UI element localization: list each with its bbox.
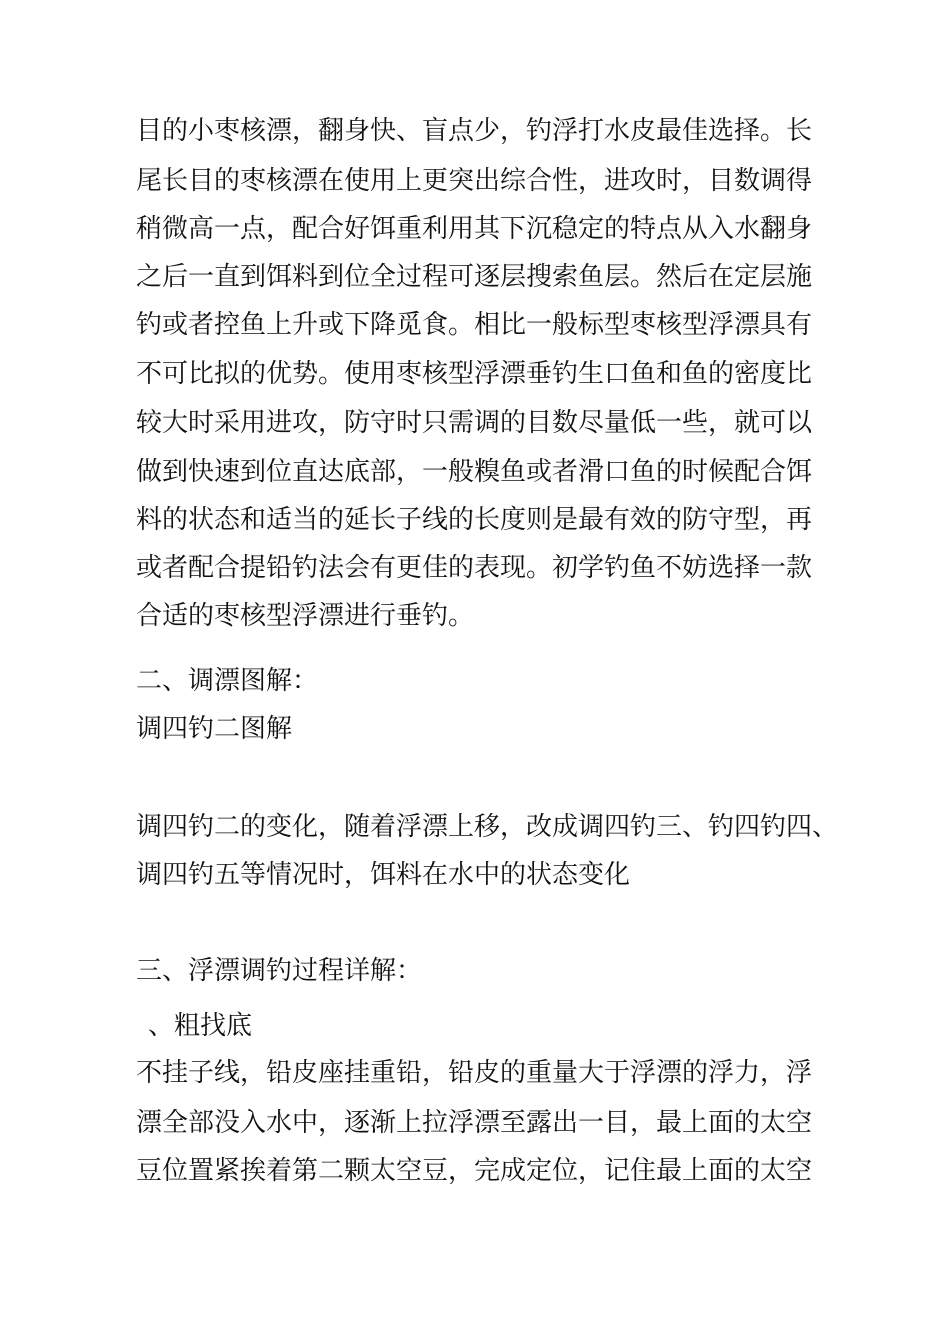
paragraph-line: 或者配合提铅钓法会有更佳的表现。初学钓鱼不妨选择一款 — [136, 553, 813, 583]
section-subheading: 调四钓二图解 — [136, 714, 293, 744]
paragraph-line: 较大时采用进攻，防守时只需调的目数尽量低一些，就可以 — [136, 408, 813, 438]
paragraph-line: 之后一直到饵料到位全过程可逐层搜索鱼层。然后在定层施 — [136, 262, 813, 292]
paragraph-line: 不挂子线，铅皮座挂重铅，铅皮的重量大于浮漂的浮力，浮 — [136, 1058, 813, 1088]
paragraph-line: 目的小枣核漂，翻身快、盲点少，钓浮打水皮最佳选择。长 — [136, 116, 813, 146]
paragraph-line: 钓或者控鱼上升或下降觅食。相比一般标型枣核型浮漂具有 — [136, 310, 813, 340]
paragraph-line: 做到快速到位直达底部，一般糗鱼或者滑口鱼的时候配合饵 — [136, 457, 813, 487]
paragraph-line: 不可比拟的优势。使用枣核型浮漂垂钓生口鱼和鱼的密度比 — [136, 359, 813, 389]
paragraph-line: 尾长目的枣核漂在使用上更突出综合性，进攻时，目数调得 — [136, 166, 813, 196]
section-heading: 二、调漂图解： — [136, 666, 319, 696]
section-heading: 三、浮漂调钓过程详解： — [136, 956, 423, 986]
paragraph-line: 料的状态和适当的延长子线的长度则是最有效的防守型，再 — [136, 505, 813, 535]
step-heading: 、粗找底 — [148, 1011, 253, 1041]
paragraph-line: 稍微高一点，配合好饵重利用其下沉稳定的特点从入水翻身 — [136, 214, 813, 244]
paragraph-line: 漂全部没入水中，逐渐上拉浮漂至露出一目，最上面的太空 — [136, 1108, 813, 1138]
paragraph-line: 调四钓五等情况时，饵料在水中的状态变化 — [136, 860, 631, 890]
paragraph-line: 调四钓二的变化，随着浮漂上移，改成调四钓三、钓四钓四、 — [136, 812, 839, 842]
paragraph-line: 合适的枣核型浮漂进行垂钓。 — [136, 601, 475, 631]
paragraph-line: 豆位置紧挨着第二颗太空豆，完成定位，记住最上面的太空 — [136, 1156, 813, 1186]
